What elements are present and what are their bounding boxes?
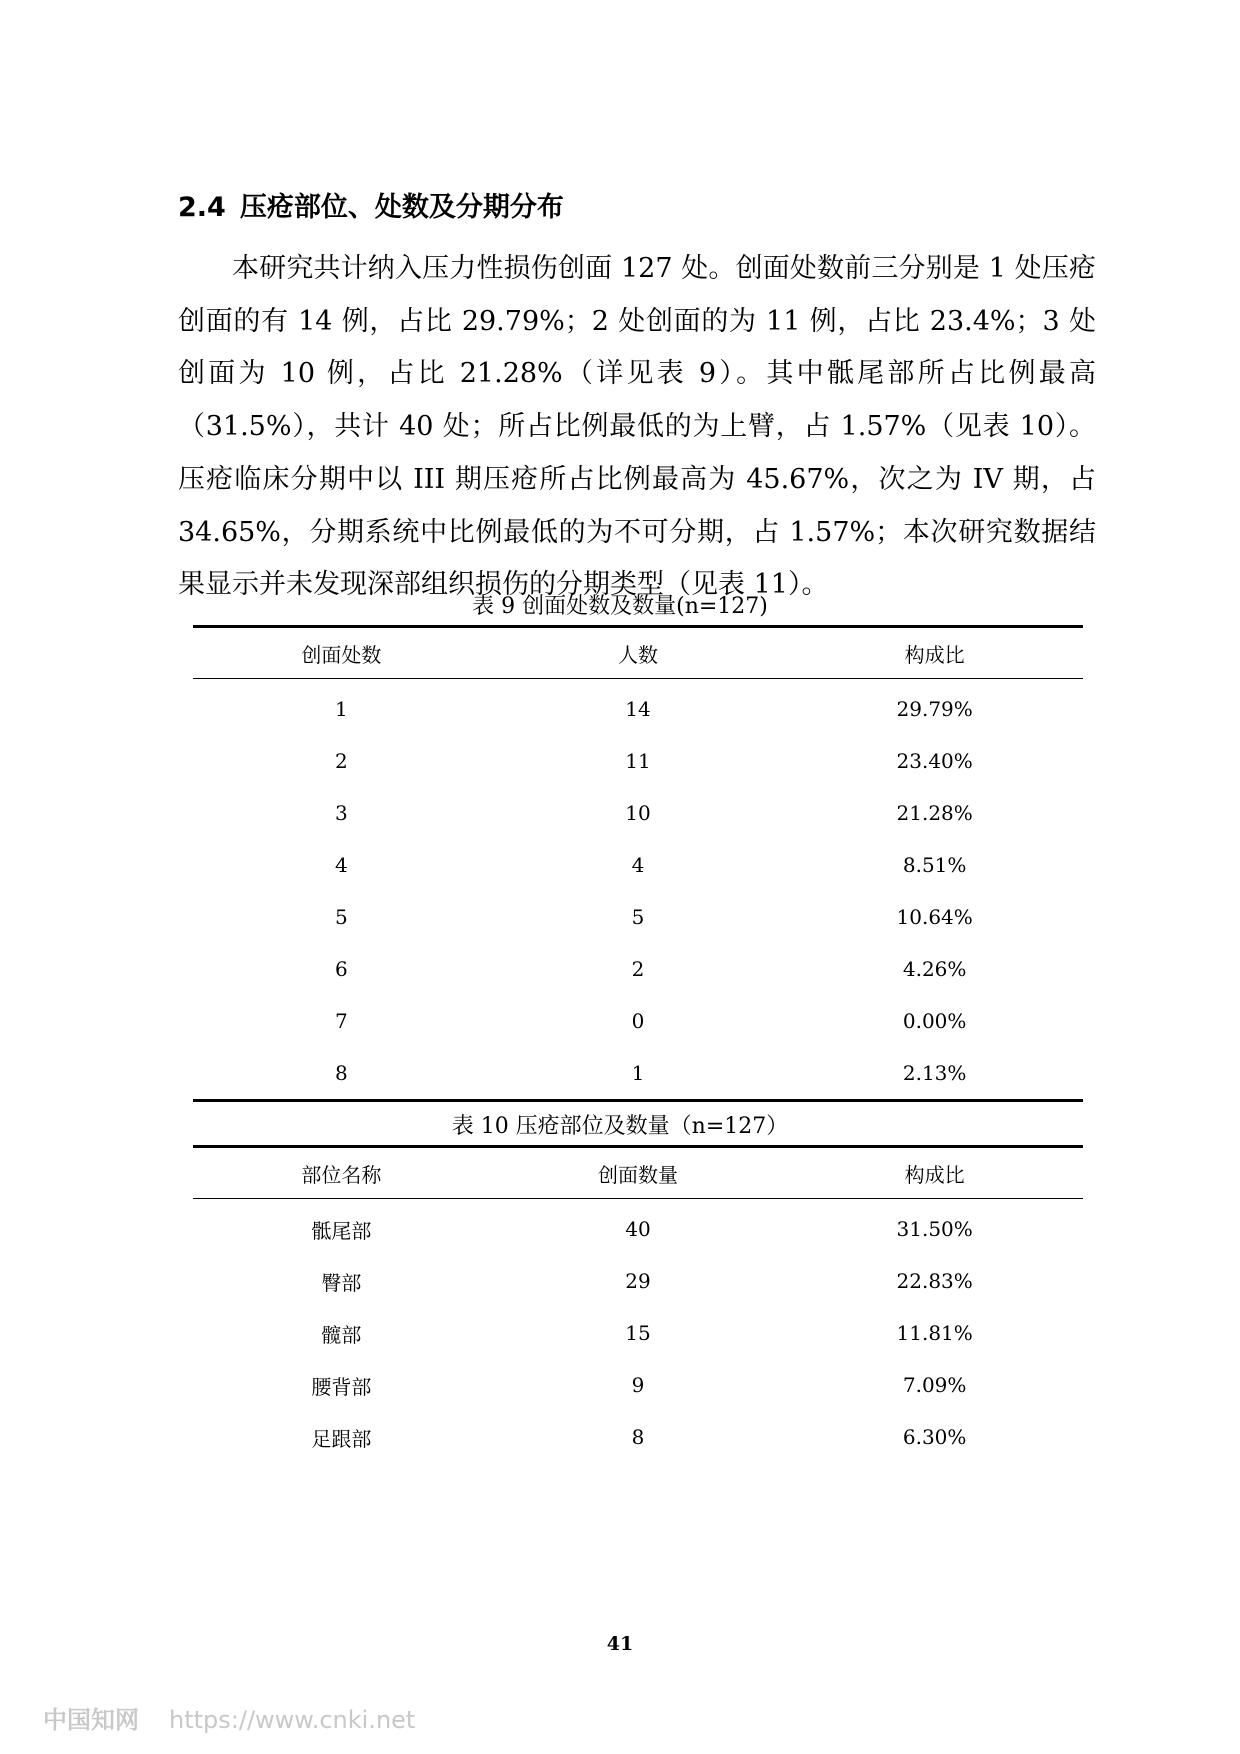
- table9-header-ratio: 构成比: [904, 642, 965, 667]
- table-cell: 8.51%: [902, 853, 967, 877]
- table-row: [193, 1199, 1083, 1256]
- table-row: [193, 787, 1083, 839]
- table-cell: 腰背部: [311, 1374, 372, 1399]
- table-row: [193, 943, 1083, 995]
- table-cell: 11: [625, 749, 651, 773]
- table-cell: 22.83%: [896, 1269, 973, 1293]
- table-row: [193, 1255, 1083, 1307]
- table-cell: 0.00%: [902, 1009, 967, 1033]
- table-cell: 1: [631, 1061, 645, 1085]
- table-row: [193, 891, 1083, 943]
- table-cell: 臀部: [321, 1270, 362, 1295]
- table9-header-people: 人数: [617, 642, 658, 667]
- table-row: [193, 995, 1083, 1047]
- table10-header-wounds: 创面数量: [597, 1162, 678, 1187]
- table-cell: 5: [334, 905, 348, 929]
- table-cell: 29: [625, 1269, 651, 1293]
- watermark: [43, 1700, 415, 1735]
- table-row: [193, 679, 1083, 736]
- page-number: 41: [606, 1633, 634, 1655]
- table-row: [193, 1411, 1083, 1463]
- table-cell: 0: [631, 1009, 645, 1033]
- table-header-row: [193, 627, 1083, 679]
- table-cell: 4: [631, 853, 645, 877]
- table-cell: 骶尾部: [311, 1218, 372, 1243]
- table-cell: 10.64%: [896, 905, 973, 929]
- table-header-row: [193, 1147, 1083, 1199]
- watermark-url: https://www.cnki.net: [169, 1706, 416, 1734]
- table-cell: 5: [631, 905, 645, 929]
- table-row: [193, 1359, 1083, 1411]
- body-paragraph: 本研究共计纳入压力性损伤创面 127 处。创面处数前三分别是 1 处压疮创面的有 14 例，占比 29.79%；2 处创面的为 11 例，占比 23.4%；3 处创面为 10 例，占比 21.28%（详见表 9）。其中骶尾部所占比例最高（31.5%），共计 40 处；所占比例最低的为上臂，占 1.57%（见表 10）。压疮临床分期中以 III 期压疮所占比例最高为 45.67%，次之为 IV 期，占 34.65%，分期系统中比例最低的为不可分期，占 1.57%；本次研究数据结果显示并未发现深部组织损伤的分期类型（见表 11）。: [178, 253, 1096, 601]
- table-cell: 6: [334, 957, 348, 981]
- table-cell: 髋部: [321, 1322, 362, 1347]
- table-cell: 11.81%: [896, 1321, 973, 1345]
- table9: [193, 625, 1083, 1102]
- table-cell: 31.50%: [896, 1217, 973, 1241]
- table-cell: 2.13%: [902, 1061, 967, 1085]
- table-cell: 10: [625, 801, 651, 825]
- section-number: 2.4: [178, 192, 226, 223]
- table-cell: 1: [334, 697, 348, 721]
- table-cell: 7.09%: [902, 1373, 967, 1397]
- table10-header-site: 部位名称: [301, 1162, 382, 1187]
- table-cell: 21.28%: [896, 801, 973, 825]
- section-heading: [178, 190, 564, 226]
- table-cell: 4.26%: [902, 957, 967, 981]
- table-cell: 23.40%: [896, 749, 973, 773]
- table9-caption: 表 9 创面处数及数量(n=127): [472, 594, 768, 619]
- table10-caption: 表 10 压疮部位及数量（n=127）: [451, 1114, 789, 1139]
- watermark-logo: 中国知网: [43, 1706, 139, 1734]
- table-row: [193, 1307, 1083, 1359]
- table-cell: 足跟部: [311, 1426, 372, 1451]
- table-row: [193, 839, 1083, 891]
- table-cell: 8: [334, 1061, 348, 1085]
- table-cell: 29.79%: [896, 697, 973, 721]
- table-cell: 3: [334, 801, 348, 825]
- table10-header-ratio: 构成比: [904, 1162, 965, 1187]
- table-row: [193, 1047, 1083, 1101]
- table-cell: 15: [625, 1321, 651, 1345]
- table-cell: 40: [625, 1217, 651, 1241]
- table-cell: 14: [625, 697, 651, 721]
- section-title: 压疮部位、处数及分期分布: [239, 192, 564, 223]
- table9-header-count: 创面处数: [301, 642, 382, 667]
- table-cell: 6.30%: [902, 1425, 967, 1449]
- table-row: [193, 735, 1083, 787]
- table10: [193, 1145, 1083, 1463]
- table-cell: 9: [631, 1373, 645, 1397]
- table-cell: 2: [334, 749, 348, 773]
- table-cell: 2: [631, 957, 645, 981]
- table-cell: 7: [334, 1009, 348, 1033]
- table-cell: 8: [631, 1425, 645, 1449]
- table-cell: 4: [334, 853, 348, 877]
